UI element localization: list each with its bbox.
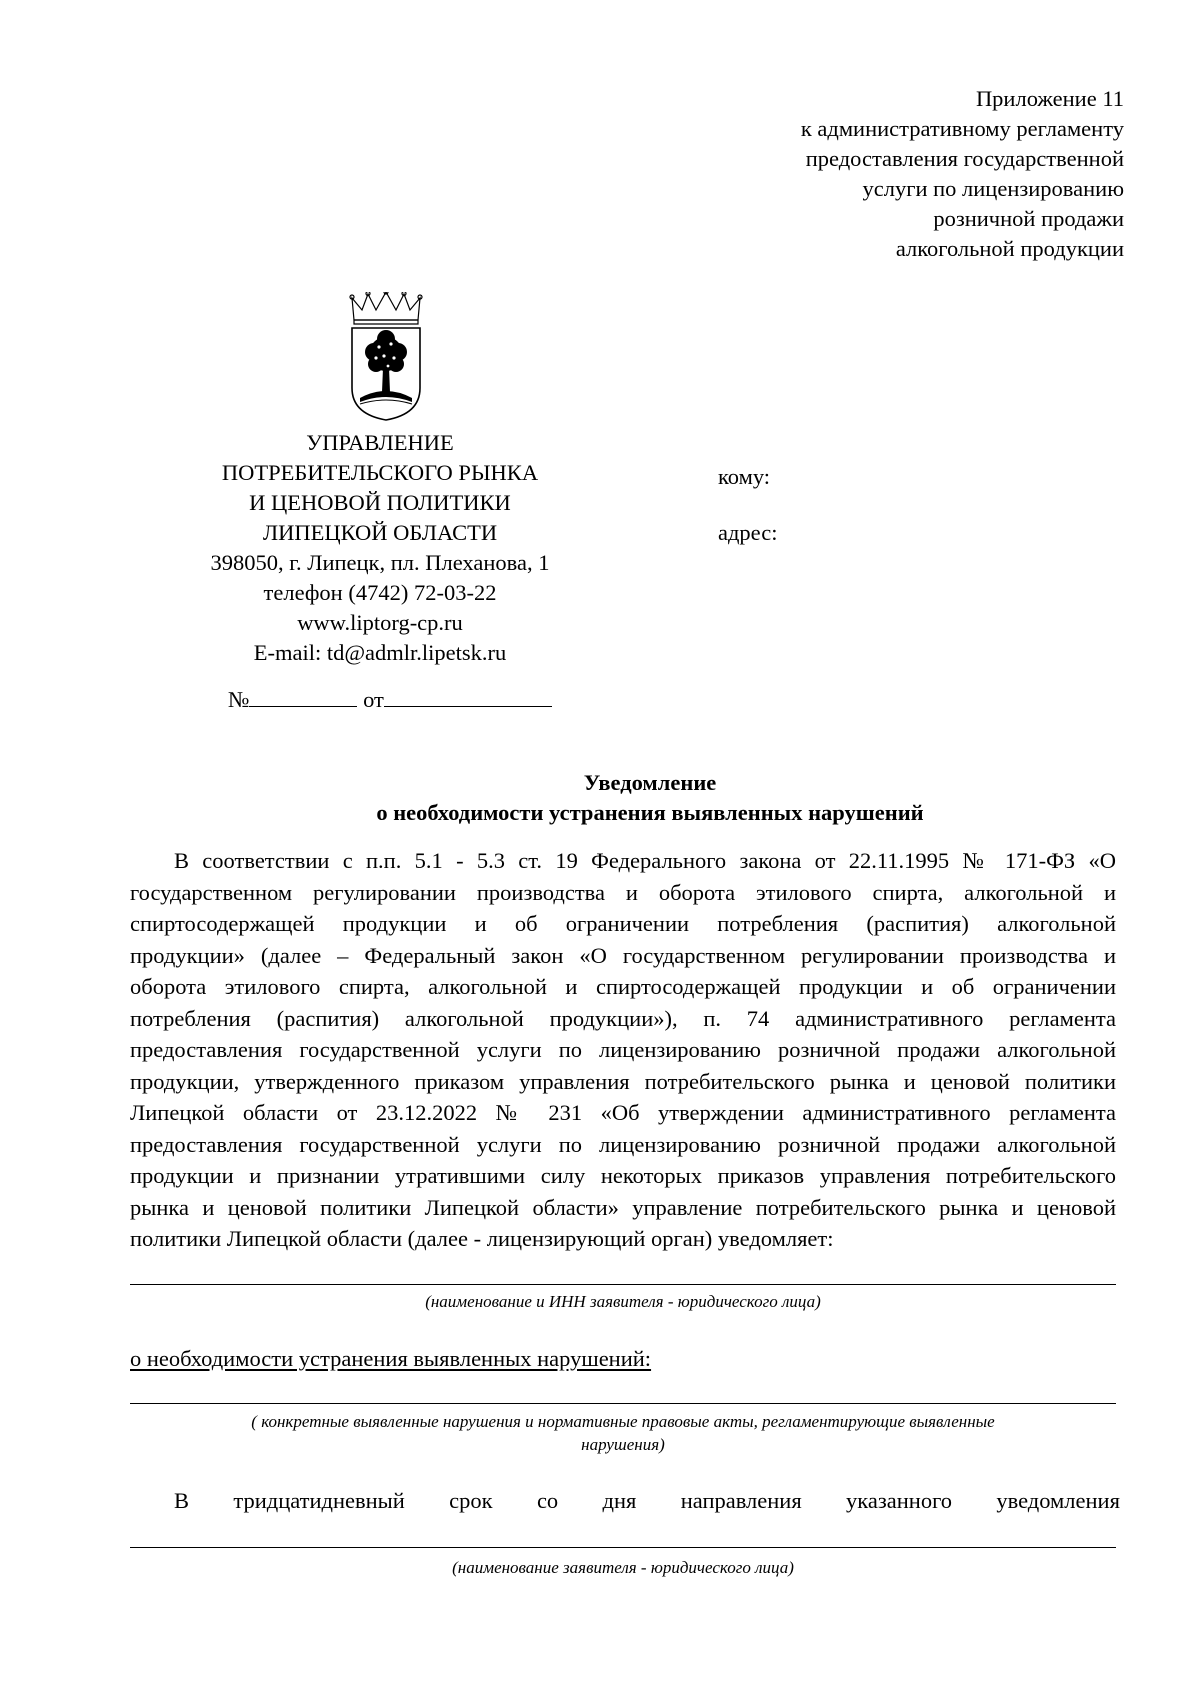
deadline-word: тридцатидневный <box>233 1488 405 1513</box>
issuer-block <box>160 428 600 668</box>
violations-caption-line: ( конкретные выявленные нарушения и нормативные правовые акты, регламентирующие выявленные <box>251 1412 995 1431</box>
recipient-address-label: адрес: <box>718 520 778 545</box>
document-title <box>130 768 1170 828</box>
coat-of-arms-emblem <box>346 292 426 422</box>
body-line: предоставления государственной услуги по лицензированию розничной продажи алкогольной <box>130 1037 1116 1062</box>
appendix-line: розничной продажи <box>933 206 1124 231</box>
issuer-email: E-mail: td@admlr.lipetsk.ru <box>253 640 507 665</box>
date-blank <box>384 684 552 707</box>
violations-fill-line <box>130 1403 1116 1404</box>
date-label: от <box>363 687 384 712</box>
title-line: Уведомление <box>583 770 717 795</box>
body-line: продукции и признании утратившими силу некоторых приказов управления потребительского <box>130 1163 1116 1188</box>
deadline-word: направления <box>680 1488 802 1513</box>
number-label: № <box>228 687 250 712</box>
body-line: потребления (распития) алкогольной продукции»), п. 74 административного регламента <box>130 1005 1116 1031</box>
body-line: продукции, утвержденного приказом управления потребительского рынка и ценовой политики <box>130 1068 1116 1094</box>
appendix-block <box>664 84 1124 264</box>
body-line: В соответствии с п.п. 5.1 - 5.3 ст. 19 Федерального закона от 22.11.1995 № 171-ФЗ «О <box>174 848 1116 873</box>
body-line: политики Липецкой области (далее - лицензирующий орган) уведомляет: <box>130 1226 834 1251</box>
body-line: продукции» (далее – Федеральный закон «О государственном регулировании производства и <box>130 942 1116 968</box>
deadline-word: В <box>174 1488 190 1513</box>
issuer-address: 398050, г. Липецк, пл. Плеханова, 1 <box>210 550 550 575</box>
body-line: государственном регулировании производства и оборота этилового спирта, алкогольной и <box>130 879 1116 905</box>
appendix-line: услуги по лицензированию <box>862 176 1124 201</box>
deadline-word: со <box>536 1488 559 1513</box>
issuer-line: ПОТРЕБИТЕЛЬСКОГО РЫНКА <box>221 460 539 485</box>
deadline-word: уведомления <box>996 1488 1120 1513</box>
violations-caption <box>130 1410 1116 1456</box>
deadline-sentence <box>174 1486 1120 1516</box>
applicant-name-caption: (наименование заявителя - юридического лица) <box>452 1558 794 1577</box>
appendix-line: предоставления государственной <box>805 146 1124 171</box>
body-line: спиртосодержащей продукции и об ограничении потребления (распития) алкогольной <box>130 911 1116 936</box>
deadline-word: срок <box>449 1488 493 1513</box>
issuer-line: УПРАВЛЕНИЕ <box>306 430 454 455</box>
document-number-line <box>228 684 552 715</box>
issuer-phone: телефон (4742) 72-03-22 <box>263 580 497 605</box>
title-subline: о необходимости устранения выявленных нарушений <box>376 800 924 825</box>
applicant-name-fill-line <box>130 1547 1116 1548</box>
applicant-fill-line <box>130 1284 1116 1285</box>
appendix-line: Приложение 11 <box>975 86 1124 111</box>
body-line: рынка и ценовой политики Липецкой области» управление потребительского рынка и ценовой <box>130 1194 1116 1220</box>
body-line: предоставления государственной услуги по лицензированию розничной продажи алкогольной <box>130 1131 1116 1157</box>
issuer-line: ЛИПЕЦКОЙ ОБЛАСТИ <box>262 520 498 545</box>
body-line: Липецкой области от 23.12.2022 № 231 «Об утверждении административного регламента <box>130 1100 1116 1125</box>
issuer-line: И ЦЕНОВОЙ ПОЛИТИКИ <box>249 490 511 515</box>
body-line: оборота этилового спирта, алкогольной и спиртосодержащей продукции и об ограничении <box>130 974 1116 999</box>
body-paragraph <box>130 845 1116 1255</box>
issuer-website: www.liptorg-cp.ru <box>297 610 463 635</box>
recipient-block <box>718 462 777 548</box>
violations-heading: о необходимости устранения выявленных нарушений: <box>130 1346 652 1371</box>
number-blank <box>249 684 357 707</box>
applicant-caption: (наименование и ИНН заявителя - юридического лица) <box>425 1292 821 1311</box>
appendix-line: алкогольной продукции <box>895 236 1124 261</box>
violations-caption-line: нарушения) <box>581 1435 665 1454</box>
deadline-word: указанного <box>846 1488 952 1513</box>
deadline-word: дня <box>602 1488 637 1513</box>
appendix-line: к административному регламенту <box>800 116 1124 141</box>
recipient-to-label: кому: <box>718 464 771 489</box>
